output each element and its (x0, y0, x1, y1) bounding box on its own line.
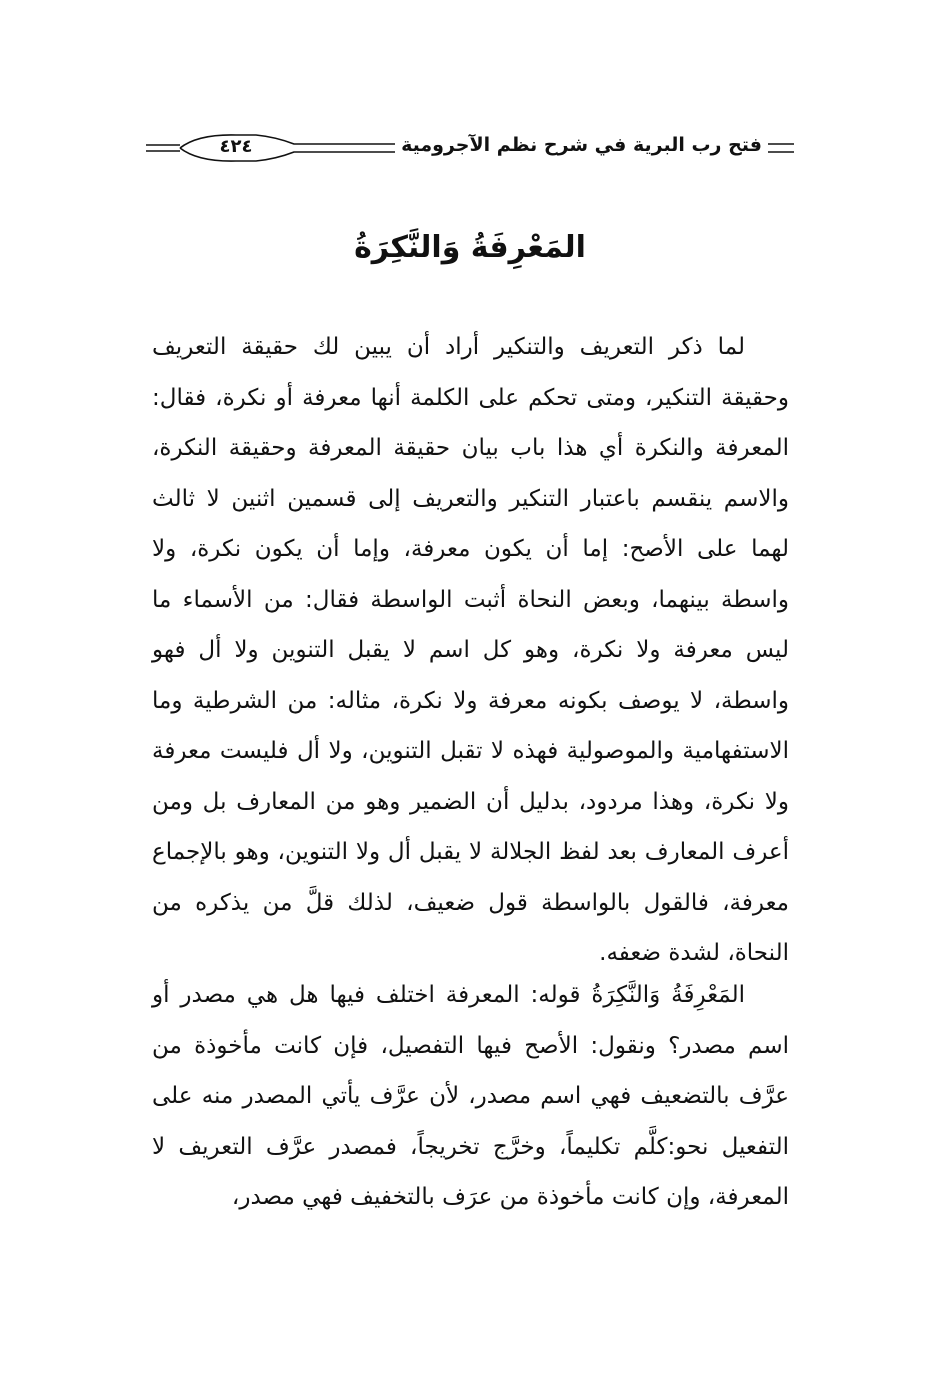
body-paragraph (152, 322, 789, 979)
running-header (146, 128, 794, 168)
page-number: ٤٢٤ (219, 136, 253, 157)
body-paragraph (152, 970, 789, 1223)
paragraph-text: المَعْرِفَةُ وَالنَّكِرَةُ قوله: المعرفة اختلف فيها هل هي مصدر أو اسم مصدر؟ ونقول: الأصح فيها التفصيل، فإن كانت مأخوذة من عرَّف بالتضعيف فهي اسم مصدر، لأن عرَّف يأتي المصدر منه على التفعيل نحو:كلَّم تكليماً، وخرَّج تخريجاً، فمصدر عرَّف التعريف لا المعرفة، وإن كانت مأخوذة من عرَف بالتخفيف فهي مصدر، (152, 982, 789, 1210)
paragraph-text: لما ذكر التعريف والتنكير أراد أن يبين لك حقيقة التعريف وحقيقة التنكير، ومتى تحكم على الكلمة أنها معرفة أو نكرة، فقال: المعرفة والنكرة أي هذا باب بيان حقيقة المعرفة وحقيقة النكرة، والاسم ينقسم باعتبار التنكير والتعريف إلى قسمين اثنين لا ثالث لهما على الأصح: إما أن يكون معرفة، وإما أن يكون نكرة، ولا واسطة بينهما، وبعض النحاة أثبت الواسطة فقال: من الأسماء ما ليس معرفة ولا نكرة، وهو كل اسم لا يقبل التنوين ولا أل فهو واسطة، لا يوصف بكونه معرفة ولا نكرة، مثاله: من الشرطية وما الاستفهامية والموصولية فهذه لا تقبل التنوين، ولا أل فليست معرفة ولا نكرة، وهذا مردود، بدليل أن الضمير وهو من المعارف بل ومن أعرف المعارف بعد لفظ الجلالة لا يقبل أل ولا التنوين، وهو بالإجماع معرفة، فالقول بالواسطة قول ضعيف، لذلك قلَّ من يذكره من النحاة، لشدة ضعفه. (152, 334, 789, 966)
book-title: فتح رب البرية في شرح نظم الآجرومية (395, 134, 768, 156)
chapter-heading: المَعْرِفَةُ وَالنَّكِرَةُ (354, 230, 586, 265)
